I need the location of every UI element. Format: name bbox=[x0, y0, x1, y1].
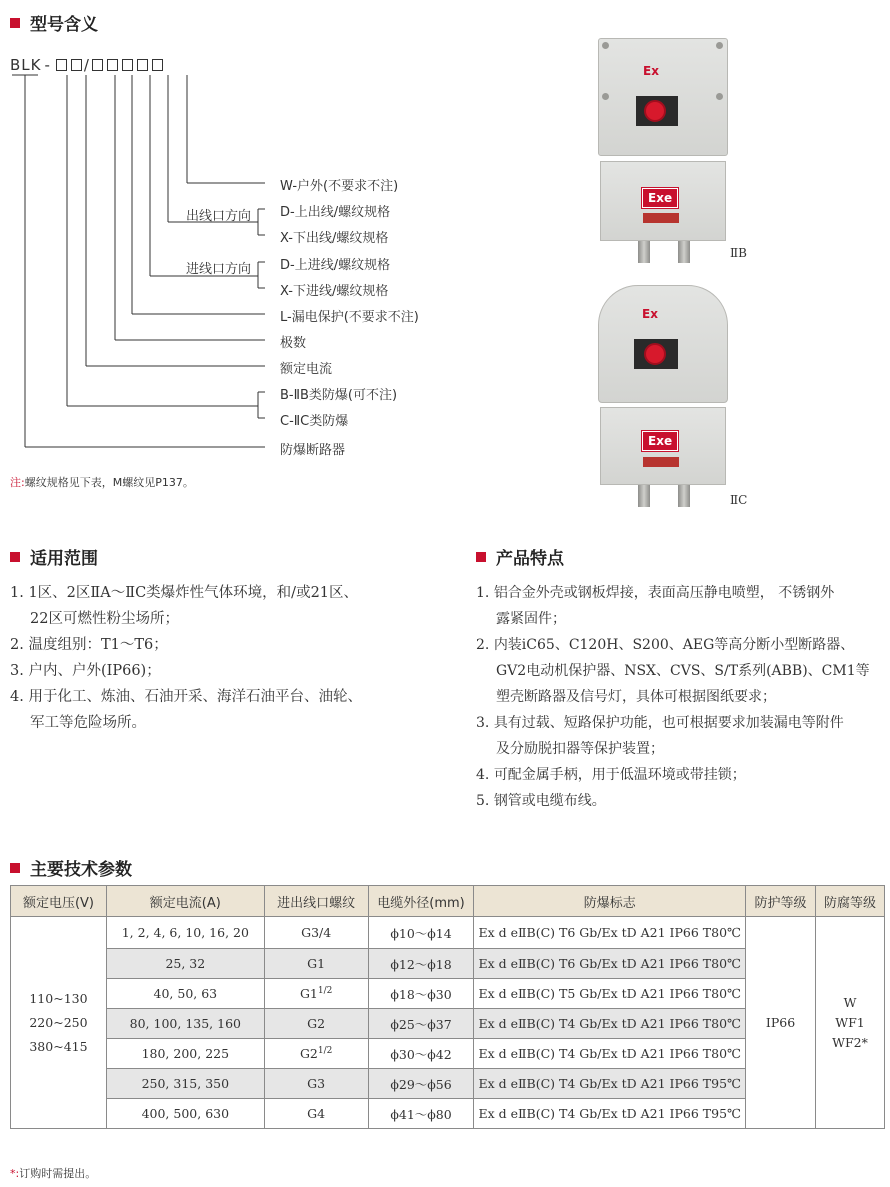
section-marker bbox=[10, 552, 20, 562]
thread-cell: G3 bbox=[264, 1069, 368, 1099]
section-title-text: 主要技术参数 bbox=[30, 860, 132, 880]
footnote-text: 订购时需提出。 bbox=[19, 1167, 97, 1180]
footnote bbox=[10, 1165, 96, 1181]
tree-item: 极数 bbox=[280, 336, 307, 351]
tree-item: X-下进线/螺纹规格 bbox=[280, 284, 389, 299]
table-row bbox=[11, 917, 885, 949]
device-tag-iib: ⅡB bbox=[730, 246, 747, 260]
out-direction-label: 出线口方向 bbox=[186, 209, 252, 224]
cable-cell: ϕ10～ϕ14 bbox=[368, 917, 474, 949]
list-item-cont: GV2电动机保护器、NSX、CVS、S/T系列(ABB)、CM1等 bbox=[496, 663, 870, 679]
list-item-cont: 塑壳断路器及信号灯，具体可根据图纸要求； bbox=[496, 689, 776, 705]
ex-label: Ex bbox=[642, 307, 658, 321]
table-header: 防护等级 bbox=[746, 886, 816, 917]
section-marker bbox=[10, 863, 20, 873]
list-item-cont: 22区可燃性粉尘场所； bbox=[30, 611, 179, 627]
cable-cell: ϕ30～ϕ42 bbox=[368, 1039, 474, 1069]
thread-cell: G4 bbox=[264, 1099, 368, 1129]
cable-cell: ϕ29～ϕ56 bbox=[368, 1069, 474, 1099]
voltage-value: 380~415 bbox=[29, 1038, 88, 1054]
list-item: 3. 户内、户外(IP66)； bbox=[10, 663, 161, 679]
table-header: 进出线口螺纹 bbox=[264, 886, 368, 917]
mark-cell: Ex d eⅡB(C) T5 Gb/Ex tD A21 IP66 T80℃ bbox=[474, 979, 746, 1009]
list-item: 1. 1区、2区ⅡA～ⅡC类爆炸性气体环境，和/或21区、 bbox=[10, 585, 359, 601]
cable-cell: ϕ25～ϕ37 bbox=[368, 1009, 474, 1039]
table-header: 额定电压(V) bbox=[11, 886, 107, 917]
tree-item: X-下出线/螺纹规格 bbox=[280, 231, 389, 246]
list-item: 3. 具有过载、短路保护功能，也可根据要求加装漏电等附件 bbox=[476, 715, 844, 731]
anticorrosion-value: WF1 bbox=[835, 1014, 865, 1030]
tree-item: L-漏电保护(不要求不注) bbox=[280, 310, 419, 325]
section-title-text: 产品特点 bbox=[496, 549, 564, 569]
tree-item: D-上出线/螺纹规格 bbox=[280, 205, 391, 220]
table-header: 电缆外径(mm) bbox=[368, 886, 474, 917]
device-image-iic bbox=[598, 285, 728, 510]
tree-item: 额定电流 bbox=[280, 362, 333, 377]
protection-cell: IP66 bbox=[746, 917, 816, 1129]
model-code-dash: - bbox=[44, 56, 51, 74]
section-title-text: 型号含义 bbox=[30, 15, 98, 35]
table-header: 防腐等级 bbox=[816, 886, 885, 917]
table-header-row bbox=[11, 886, 885, 917]
cable-cell: ϕ41～ϕ80 bbox=[368, 1099, 474, 1129]
list-item: 1. 铝合金外壳或钢板焊接，表面高压静电喷塑， 不锈钢外 bbox=[476, 585, 835, 601]
list-item: 2. 温度组别：T1～T6； bbox=[10, 637, 168, 653]
mark-cell: Ex d eⅡB(C) T4 Gb/Ex tD A21 IP66 T80℃ bbox=[474, 1039, 746, 1069]
exe-badge: Exe bbox=[642, 188, 678, 208]
section-marker bbox=[476, 552, 486, 562]
section-title-params bbox=[10, 855, 132, 880]
current-cell: 1, 2, 4, 6, 10, 16, 20 bbox=[106, 917, 264, 949]
model-tree-lines bbox=[0, 0, 890, 480]
anticorrosion-value: WF2* bbox=[832, 1034, 868, 1050]
handle-knob bbox=[644, 343, 666, 365]
section-title-scope bbox=[10, 544, 98, 569]
note-text: 螺纹规格见下表，M螺纹见P137。 bbox=[24, 476, 194, 489]
params-table bbox=[10, 885, 885, 1129]
model-code-prefix: BLK bbox=[10, 56, 42, 74]
mark-cell: Ex d eⅡB(C) T4 Gb/Ex tD A21 IP66 T95℃ bbox=[474, 1099, 746, 1129]
current-cell: 25, 32 bbox=[106, 949, 264, 979]
ex-label: Ex bbox=[643, 64, 659, 78]
list-item-cont: 露紧固件； bbox=[496, 611, 566, 627]
model-note bbox=[10, 474, 194, 490]
list-item: 5. 钢管或电缆布线。 bbox=[476, 793, 606, 809]
current-cell: 40, 50, 63 bbox=[106, 979, 264, 1009]
mark-cell: Ex d eⅡB(C) T6 Gb/Ex tD A21 IP66 T80℃ bbox=[474, 949, 746, 979]
tree-item: D-上进线/螺纹规格 bbox=[280, 258, 391, 273]
scope-list bbox=[10, 580, 430, 736]
mark-cell: Ex d eⅡB(C) T4 Gb/Ex tD A21 IP66 T80℃ bbox=[474, 1009, 746, 1039]
note-prefix: 注: bbox=[10, 476, 25, 489]
list-item: 2. 内装iC65、C120H、S200、AEG等高分断小型断路器、 bbox=[476, 637, 855, 653]
cable-cell: ϕ12～ϕ18 bbox=[368, 949, 474, 979]
tree-item: W-户外(不要求不注) bbox=[280, 179, 399, 194]
list-item: 4. 可配金属手柄，用于低温环境或带挂锁； bbox=[476, 767, 746, 783]
voltage-value: 110~130 bbox=[29, 990, 88, 1006]
current-cell: 80, 100, 135, 160 bbox=[106, 1009, 264, 1039]
list-item-cont: 军工等危险场所。 bbox=[30, 715, 146, 731]
thread-cell: G3/4 bbox=[264, 917, 368, 949]
thread-cell: $G2^{1/2}$ bbox=[264, 1039, 368, 1069]
list-item-cont: 及分励脱扣器等保护装置； bbox=[496, 741, 664, 757]
exe-badge: Exe bbox=[642, 431, 678, 451]
in-direction-label: 进线口方向 bbox=[186, 262, 252, 277]
features-list bbox=[476, 580, 888, 814]
current-cell: 400, 500, 630 bbox=[106, 1099, 264, 1129]
footnote-prefix: *: bbox=[10, 1167, 20, 1180]
thread-cell: $G1^{1/2}$ bbox=[264, 979, 368, 1009]
current-cell: 180, 200, 225 bbox=[106, 1039, 264, 1069]
device-image-iib bbox=[598, 38, 728, 263]
tree-item: B-ⅡB类防爆(可不注) bbox=[280, 388, 398, 403]
table-header: 额定电流(A) bbox=[106, 886, 264, 917]
anticorrosion-cell bbox=[816, 917, 885, 1129]
cable-cell: ϕ18～ϕ30 bbox=[368, 979, 474, 1009]
tree-item: 防爆断路器 bbox=[280, 443, 346, 458]
thread-cell: G2 bbox=[264, 1009, 368, 1039]
model-code-slash: / bbox=[83, 56, 90, 74]
mark-cell: Ex d eⅡB(C) T4 Gb/Ex tD A21 IP66 T95℃ bbox=[474, 1069, 746, 1099]
table-header: 防爆标志 bbox=[474, 886, 746, 917]
device-tag-iic: ⅡC bbox=[730, 493, 748, 507]
current-cell: 250, 315, 350 bbox=[106, 1069, 264, 1099]
section-title-features bbox=[476, 544, 564, 569]
thread-cell: G1 bbox=[264, 949, 368, 979]
tree-item: C-ⅡC类防爆 bbox=[280, 414, 349, 429]
voltage-value: 220~250 bbox=[29, 1014, 88, 1030]
voltage-cell bbox=[11, 917, 107, 1129]
list-item: 4. 用于化工、炼油、石油开采、海洋石油平台、油轮、 bbox=[10, 689, 362, 705]
section-title-text: 适用范围 bbox=[30, 549, 98, 569]
anticorrosion-value: W bbox=[843, 994, 857, 1010]
handle-knob bbox=[644, 100, 666, 122]
mark-cell: Ex d eⅡB(C) T6 Gb/Ex tD A21 IP66 T80℃ bbox=[474, 917, 746, 949]
